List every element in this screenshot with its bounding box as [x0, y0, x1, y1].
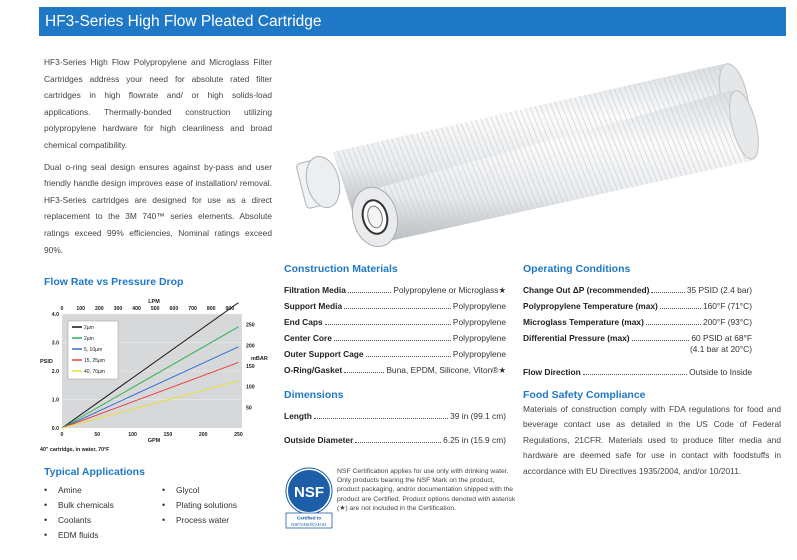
spec-value: 39 in (99.1 cm) [450, 411, 506, 421]
spec-row [523, 311, 752, 327]
spec-row [523, 327, 752, 343]
tick-label: 800 [206, 306, 216, 312]
spec-value: 60 PSID at 68°F [691, 333, 752, 343]
leader-dots [344, 372, 384, 373]
leader-dots [344, 308, 451, 309]
spec-value: Outside to Inside [689, 367, 752, 377]
tick-label: 700 [188, 306, 197, 312]
tick-label: 200 [246, 343, 255, 350]
spec-label: Length [284, 411, 312, 421]
spec-row [523, 295, 752, 311]
food-section-title: Food Safety Compliance [523, 389, 646, 401]
spec-row [523, 361, 752, 377]
spec-value: Polypropylene [452, 349, 506, 359]
leader-dots [646, 324, 701, 325]
tick-label: 200 [198, 432, 208, 438]
tick-label: 3.0 [51, 340, 59, 347]
operating-section-title: Operating Conditions [523, 263, 631, 275]
legend-label: 2µm [84, 336, 94, 342]
page-title: HF3-Series High Flow Pleated Cartridge [45, 13, 322, 30]
application-item: • Plating solutions [162, 498, 237, 513]
spec-value: Polypropylene [452, 333, 506, 343]
spec-value: 6.25 in (15.9 cm) [443, 435, 506, 445]
spec-row [284, 295, 506, 311]
legend-label: 5, 10µm [84, 347, 103, 353]
tick-label: 50 [246, 405, 252, 412]
cartridge-photo [293, 42, 763, 247]
chart-legend [68, 321, 118, 379]
page-header [39, 7, 786, 36]
flow-section-title: Flow Rate vs Pressure Drop [44, 276, 184, 288]
x-bottom-axis-label: GPM [147, 438, 161, 444]
dimensions-section-title: Dimensions [284, 389, 344, 401]
application-item: • Coolants [44, 513, 114, 528]
spec-label: Flow Direction [523, 367, 581, 377]
spec-label: Center Core [284, 333, 332, 343]
leader-dots [314, 418, 448, 419]
tick-label: 600 [169, 306, 179, 312]
tick-label: 0.0 [51, 426, 59, 432]
application-item: • Bulk chemicals [44, 498, 114, 513]
spec-label: Filtration Media [284, 285, 346, 295]
leader-dots [366, 356, 451, 357]
construction-section-title: Construction Materials [284, 263, 398, 275]
leader-dots [334, 340, 451, 341]
leader-dots [583, 374, 687, 375]
intro-paragraph-2: Dual o-ring seal design ensures against by-pass and user friendly handle design improves ease of installation/ removal. HF3-Series cartridges are designed for use as a direct replacement to the 3M 740™ series elements. Absolute ratings exceed 99% efficiencies, Nominal ratings exceed 90%. [44, 161, 272, 255]
x-top-axis-label: LPM [148, 299, 160, 305]
spec-label: Outer Support Cage [284, 349, 364, 359]
leader-dots [660, 308, 701, 309]
tick-label: 300 [113, 306, 123, 312]
applications-list-1 [44, 483, 114, 543]
y-right-axis-label: mBAR [251, 356, 268, 362]
tick-label: 100 [76, 306, 85, 312]
chart-caption: 40" cartridge, in water, 70°F [40, 447, 110, 453]
legend-label: 2µm [84, 325, 94, 331]
spec-value: Polypropylene [452, 301, 506, 311]
dimensions-table [284, 405, 506, 445]
applications-list-2 [162, 483, 237, 528]
construction-table [284, 279, 506, 375]
application-item: • Process water [162, 513, 237, 528]
spec-row [523, 279, 752, 295]
spec-label: O-Ring/Gasket [284, 365, 343, 375]
spec-row [284, 327, 506, 343]
spec-row [284, 311, 506, 327]
spec-row [284, 343, 506, 359]
spec-value: 35 PSID (2.4 bar) [686, 285, 752, 295]
tick-label: 0 [60, 432, 64, 438]
spec-label: End Caps [284, 317, 323, 327]
tick-label: 150 [163, 432, 173, 438]
spec-label: Outside Diameter [284, 435, 354, 445]
spec-value: 160°F (71°C) [702, 301, 752, 311]
food-safety-text: Materials of construction comply with FDA regulations for food and beverage contact use as detailed in the US Code of Federal Regulations, 21CFR. Materials used to produce filter media and hardware are deemed safe for use in contact with foodstuffs in accordance with EU Directives 1935/2004, and/or 10/2011. [523, 404, 781, 476]
spec-row [284, 405, 506, 421]
spec-value: Polypropylene [452, 317, 506, 327]
leader-dots [632, 340, 690, 341]
spec-value: Buna, EPDM, Silicone, Viton®★ [386, 365, 506, 375]
spec-label: Polypropylene Temperature (max) [523, 301, 658, 311]
tick-label: 900 [225, 306, 235, 312]
nsf-certified-line-2: NSF/ANSI/CAN 61 [291, 522, 327, 527]
spec-row [284, 359, 506, 375]
tick-label: 150 [246, 363, 255, 370]
tick-label: 2.0 [51, 369, 59, 375]
intro-text [44, 54, 272, 263]
spec-row [284, 421, 506, 445]
spec-value: 200°F (93°C) [702, 317, 752, 327]
nsf-certified-line-1: Certified to [296, 515, 322, 521]
legend-label: 40, 70µm [84, 369, 105, 375]
spec-label: Microglass Temperature (max) [523, 317, 644, 327]
application-item: • EDM fluids [44, 528, 114, 543]
y-left-axis-label: PSID [40, 359, 53, 365]
intro-paragraph-1: HF3-Series High Flow Polypropylene and Microglass Filter Cartridges address your need for absolute rated filter cartridges in high flowrate and/ or high solids-load applications. Thermally-bonded construction utilizing polypropylene hardware for high cleanliness and broad chemical compatibility. [44, 57, 272, 150]
tick-label: 4.0 [51, 312, 59, 318]
tick-label: 0 [60, 306, 64, 312]
leader-dots [651, 292, 684, 293]
tick-label: 400 [132, 306, 141, 312]
flow-chart [38, 291, 270, 455]
tick-label: 250 [234, 432, 243, 438]
tick-label: 50 [94, 432, 101, 438]
application-item: • Amine [44, 483, 114, 498]
leader-dots [348, 292, 391, 293]
spec-value: Polypropylene or Microglass★ [393, 285, 506, 295]
tick-label: 1.0 [51, 397, 59, 404]
spec-row [284, 279, 506, 295]
spec-value-secondary: (4.1 bar at 20°C) [689, 344, 752, 354]
tick-label: 200 [94, 306, 104, 312]
spec-label: Support Media [284, 301, 343, 311]
spec-label: Change Out ΔP (recommended) [523, 285, 650, 295]
tick-label: 250 [246, 322, 255, 329]
application-item: • Glycol [162, 483, 237, 498]
leader-dots [355, 442, 441, 443]
nsf-certification-text: NSF Certification applies for use only with drinking water. Only products bearing the NSF Mark on the product, product packaging, and/or documentation shipped with the product are Certified. Product options denoted with asterisk (★) are not included in the Certification. [337, 468, 516, 512]
spec-label: Differential Pressure (max) [523, 333, 630, 343]
tick-label: 500 [150, 306, 160, 312]
tick-label: 100 [128, 432, 137, 438]
legend-label: 15, 25µm [84, 358, 105, 364]
nsf-logo-text: NSF [294, 484, 324, 501]
operating-table [523, 279, 752, 377]
nsf-logo [285, 467, 333, 529]
typical-section-title: Typical Applications [44, 466, 145, 478]
tick-label: 100 [246, 384, 255, 391]
leader-dots [325, 324, 451, 325]
